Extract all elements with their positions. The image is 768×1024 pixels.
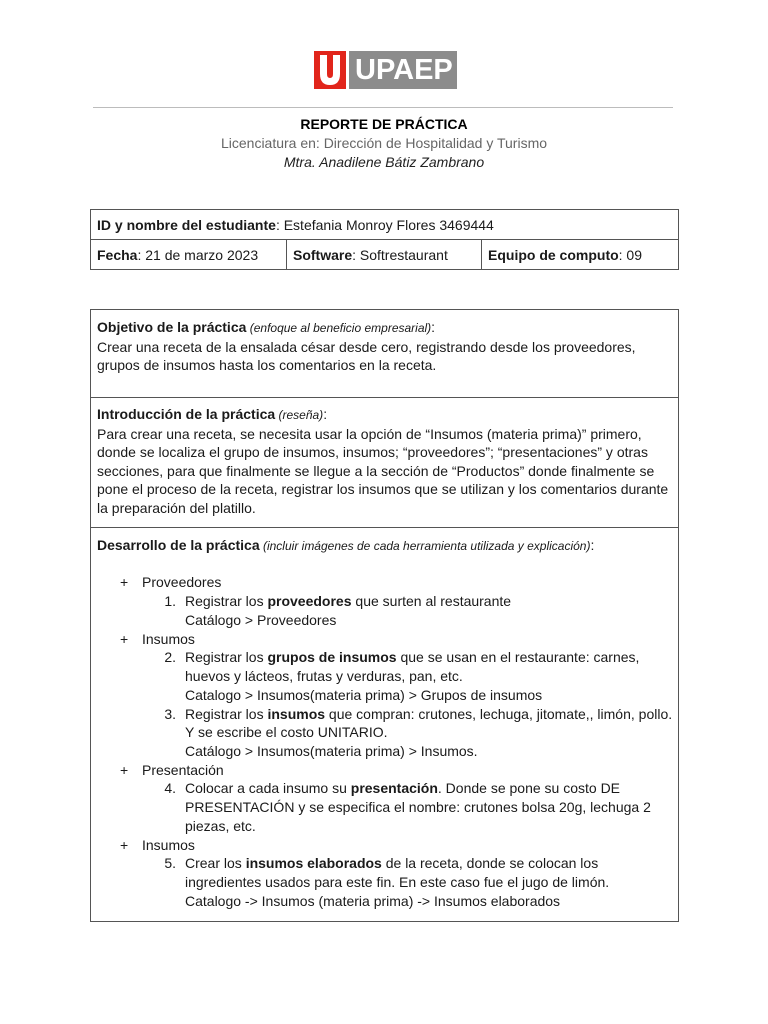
- intro-line-5: la preparación del platillo.: [97, 499, 256, 516]
- bullet-insumos: Insumos: [142, 631, 195, 647]
- step-1-text: [185, 592, 675, 611]
- step-text: . Donde se pone su costo DE: [437, 780, 621, 796]
- plus-bullet-icon: +: [120, 762, 129, 778]
- step-text: Registrar los: [185, 593, 268, 609]
- list-item: [91, 779, 678, 798]
- u-logo-icon: [318, 55, 342, 85]
- dev-colon: :: [590, 537, 595, 553]
- introduction-section: [91, 405, 678, 517]
- list-item: [91, 630, 678, 649]
- intro-heading-line: [97, 405, 672, 425]
- objective-line-2: grupos de insumos hasta los comentarios en la receta.: [97, 357, 437, 373]
- list-item: [91, 705, 678, 724]
- software-value: : Softrestaurant: [352, 246, 448, 263]
- equipment-label: Equipo de computo: [488, 246, 619, 263]
- step-text: Registrar los: [185, 706, 268, 722]
- equipment-cell: [482, 240, 679, 270]
- degree-subtitle: Licenciatura en: Dirección de Hospitalidad y Turismo: [220, 135, 548, 151]
- student-info-table: [90, 209, 679, 270]
- bullet-insumos-2: Insumos: [142, 837, 195, 853]
- step-4-line-2: PRESENTACIÓN y se especifica el nombre: crutones bolsa 20g, lechuga 2: [185, 799, 651, 815]
- section-divider: [91, 397, 678, 398]
- step-bold: insumos elaborados: [245, 855, 382, 871]
- step-text: Crear los: [185, 855, 246, 871]
- report-title: REPORTE DE PRÁCTICA: [300, 116, 468, 132]
- list-item: [91, 873, 678, 892]
- intro-line-1: Para crear una receta, se necesita usar la opción de “Insumos (materia prima)” primero,: [97, 425, 642, 442]
- step-bold: grupos de insumos: [267, 649, 397, 665]
- objective-heading-line: [97, 318, 672, 338]
- objective-note: (enfoque al beneficio empresarial): [246, 321, 432, 335]
- objective-line-1: Crear una receta de la ensalada césar desde cero, registrando desde los proveedores,: [97, 338, 636, 355]
- step-number: 4.: [164, 780, 176, 796]
- list-item: [91, 761, 678, 780]
- list-item: [91, 836, 678, 855]
- bullet-proveedores: Proveedores: [142, 574, 222, 590]
- student-row: [91, 210, 679, 240]
- step-bold: presentación: [350, 780, 438, 796]
- intro-line-4: pone el proceso de la receta, registrar los insumos que se utilizan y los comentarios durante: [97, 481, 669, 497]
- intro-note: (reseña): [275, 408, 324, 422]
- step-bold: proveedores: [267, 593, 352, 609]
- list-item: [91, 817, 678, 836]
- list-item: [91, 798, 678, 817]
- dev-heading-line: [97, 536, 672, 556]
- objective-section: [91, 318, 678, 375]
- step-4-line-3: piezas, etc.: [185, 818, 256, 834]
- date-value: : 21 de marzo 2023: [137, 246, 259, 263]
- equipment-value: : 09: [618, 246, 643, 263]
- step-5-text: [185, 854, 675, 873]
- step-2-line-2: huevos y lácteos, frutas y verduras, pan, etc.: [185, 668, 463, 684]
- list-item: [91, 648, 678, 667]
- software-cell: [287, 240, 482, 270]
- date-cell: [91, 240, 287, 270]
- step-text: Colocar a cada insumo su: [185, 780, 351, 796]
- step-text: que surten al restaurante: [351, 593, 512, 609]
- student-value: : Estefania Monroy Flores 3469444: [275, 216, 494, 233]
- list-item: [91, 892, 678, 911]
- plus-bullet-icon: +: [120, 837, 129, 853]
- development-section: [91, 536, 678, 916]
- step-3-line-2: Y se escribe el costo UNITARIO.: [185, 724, 388, 740]
- plus-bullet-icon: +: [120, 574, 129, 590]
- step-text: de la receta, donde se colocan los: [381, 855, 599, 871]
- software-label: Software: [293, 246, 353, 263]
- upaep-logo: [314, 51, 457, 89]
- dev-heading: Desarrollo de la práctica: [97, 537, 260, 553]
- student-cell: [91, 210, 679, 240]
- practice-content-box: [90, 309, 679, 922]
- bullet-presentacion: Presentación: [142, 762, 224, 778]
- logo-mark: [314, 51, 346, 89]
- date-label: Fecha: [97, 246, 138, 263]
- step-4-text: [185, 779, 675, 798]
- list-item: [91, 723, 678, 742]
- list-item: [91, 686, 678, 705]
- step-2-path: Catalogo > Insumos(materia prima) > Grupos de insumos: [185, 687, 543, 703]
- teacher-name: Mtra. Anadilene Bátiz Zambrano: [283, 154, 485, 170]
- list-item: [91, 742, 678, 761]
- section-divider: [91, 527, 678, 528]
- list-item: [91, 611, 678, 630]
- list-item: [91, 854, 678, 873]
- step-number: 5.: [164, 855, 176, 871]
- plus-bullet-icon: +: [120, 631, 129, 647]
- intro-colon: :: [323, 406, 328, 422]
- intro-line-3: secciones, para que finalmente se llegue a la sección de “Productos” donde finalmente se: [97, 462, 655, 479]
- step-text: que compran: crutones, lechuga, jitomate,, limón, pollo.: [325, 706, 673, 722]
- details-row: [91, 240, 679, 270]
- logo-text: UPAEP: [349, 51, 457, 89]
- header-divider: [93, 107, 673, 108]
- step-5-path: Catalogo -> Insumos (materia prima) -> Insumos elaborados: [185, 893, 561, 909]
- step-number: 2.: [164, 649, 176, 665]
- step-bold: insumos: [267, 706, 326, 722]
- step-text: Registrar los: [185, 649, 268, 665]
- step-number: 1.: [164, 593, 176, 609]
- list-item: [91, 667, 678, 686]
- step-5-line-2: ingredientes usados para este fin. En este caso fue el jugo de limón.: [185, 874, 610, 890]
- step-1-path: Catálogo > Proveedores: [185, 612, 337, 628]
- objective-colon: :: [431, 319, 436, 335]
- objective-heading: Objetivo de la práctica: [97, 319, 247, 335]
- step-number: 3.: [164, 706, 176, 722]
- intro-line-2: donde se localiza el grupo de insumos, insumos; “proveedores”; “presentaciones” y otras: [97, 444, 648, 460]
- step-3-text: [185, 705, 675, 724]
- dev-note: (incluir imágenes de cada herramienta utilizada y explicación): [259, 539, 591, 553]
- step-2-text: [185, 648, 675, 667]
- list-item: [91, 573, 678, 592]
- step-text: que se usan en el restaurante: carnes,: [396, 649, 640, 665]
- intro-heading: Introducción de la práctica: [97, 406, 276, 422]
- list-item: [91, 592, 678, 611]
- step-3-path: Catálogo > Insumos(materia prima) > Insumos.: [185, 743, 478, 759]
- student-label: ID y nombre del estudiante: [97, 216, 276, 233]
